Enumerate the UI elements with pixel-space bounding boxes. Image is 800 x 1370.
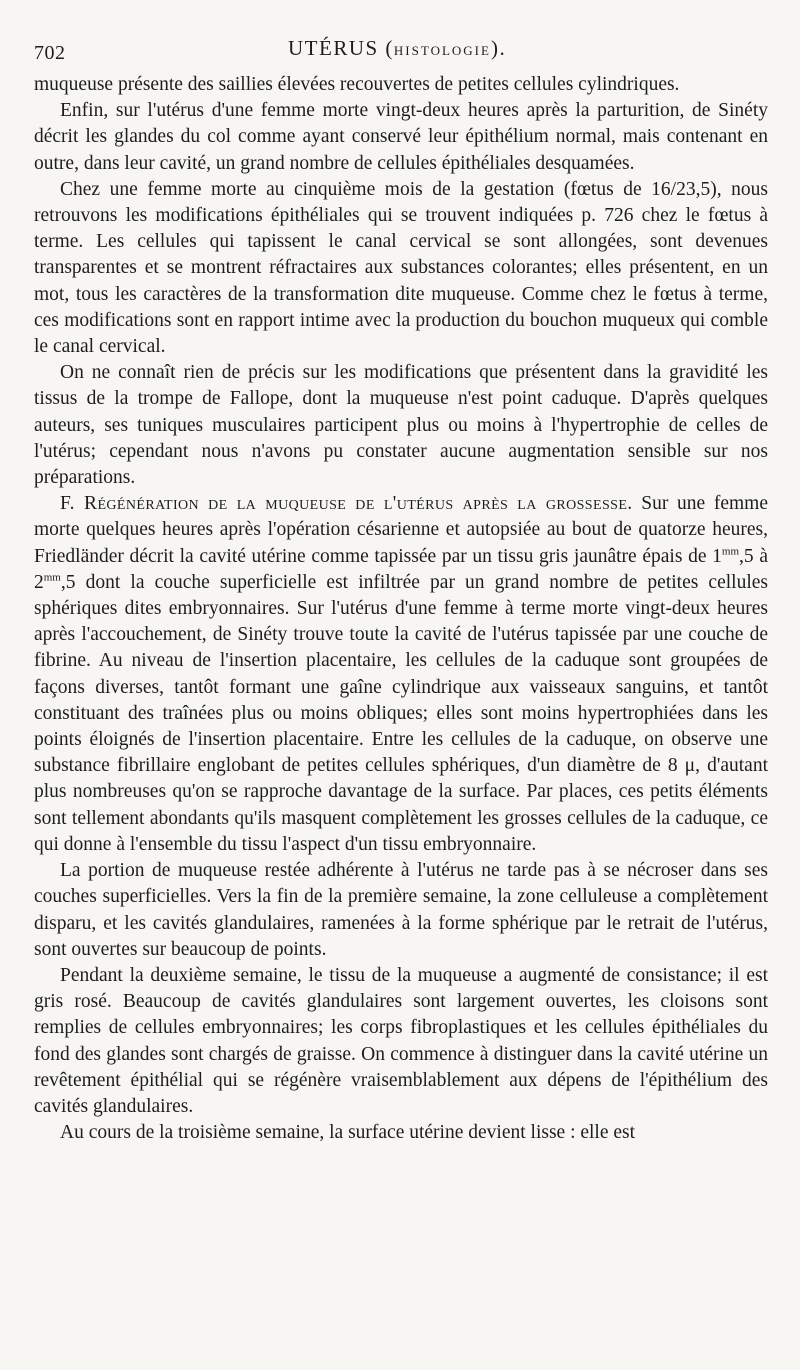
section-f-text-2: ,5 à 2 (34, 545, 768, 593)
paragraph-cinquieme-mois: Chez une femme morte au cinquième mois de la gestation (fœtus de 16/23,5), nous retrouvons les modifications épithéliales qui se trouvent indiquées p. 726 chez le fœtus à terme. Les cellules qui tapissent le canal cervical se sont allongées, sont devenues transparentes et se montrent réfractaires aux substances colorantes; elles présentent, en un mot, tous les caractères de la transformation dite muqueuse. Comme chez le fœtus à terme, ces modifications sont en rapport intime avec la production du bouchon muqueux qui comble le canal cervical. (34, 178, 768, 358)
paragraph-section-f (34, 491, 768, 858)
section-f-text-3: ,5 dont la couche superficielle est infiltrée par un grand nombre de petites cellules sphériques dites embryonnaires. Sur l'utérus d'une femme à terme morte vingt-deux heures après l'accouchement, de Sinéty trouve toute la cavité de l'utérus tapissée par une couche de fibrine. Au niveau de l'insertion placentaire, les cellules de la caduque sont groupées de façons diverses, tantôt formant une gaîne cylindrique aux vaisseaux sanguins, et tantôt constituant des traînées plus ou moins obliques; elles sont moins hypertrophiées dans les points éloignés de l'insertion placentaire. Entre les cellules de la caduque, on observe une substance fibrillaire englobant de petites cellules sphériques, d'un diamètre de 8 μ, d'autant plus nombreuses qu'on se rapproche davantage de la surface. Par places, ces petits éléments sont tellement abondants qu'ils masquent complètement les grosses cellules de la caduque, ce qui donne à l'ensemble du tissu l'aspect d'un tissu embryonnaire. (34, 571, 768, 855)
section-heading: F. Régénération de la muqueuse de l'utérus après la grossesse. (60, 493, 633, 515)
paragraph-deuxieme-semaine: Pendant la deuxième semaine, le tissu de la muqueuse a augmenté de consistance; il est gris rosé. Beaucoup de cavités glandulaires sont largement ouvertes, les cloisons sont remplies de cellules embryonnaires; les corps fibroplastiques et les cellules épithéliales du fond des glandes sont chargés de graisse. On commence à distinguer dans la cavité utérine un revêtement épithélial qui se régénère vraisemblablement aux dépens de l'épithélium des cavités glandulaires. (34, 964, 768, 1117)
unit-superscript-1: mm (721, 545, 740, 558)
page-number: 702 (34, 42, 66, 64)
paragraph-necrose: La portion de muqueuse restée adhérente à l'utérus ne tarde pas à se nécroser dans ses couches superficielles. Vers la fin de la première semaine, la zone celluleuse a complètement disparu, et les cavités glandulaires, ramenées à la forme sphérique par le retrait de l'utérus, sont ouvertes sur beaucoup de points. (34, 860, 768, 960)
paragraph-continuation: muqueuse présente des saillies élevées recouvertes de petites cellules cylindriques. (34, 74, 680, 95)
page-header (34, 28, 768, 72)
section-f-text-1: Sur une femme morte quelques heures après l'opération césarienne et autopsiée au bout de quatorze heures, Friedländer décrit la cavité utérine comme tapissée par un tissu gris jaunâtre épais de 1 (34, 493, 768, 567)
paragraph-troisieme-semaine: Au cours de la troisième semaine, la surface utérine devient lisse : elle est (60, 1122, 636, 1144)
unit-superscript-2: mm (43, 571, 61, 584)
running-title-subtitle: HISTOLOGIE (393, 43, 491, 58)
paragraph-trompe-fallope: On ne connaît rien de précis sur les modifications que présentent dans la gravidité les tissus de la trompe de Fallope, dont la muqueuse n'est point caduque. D'après quelques auteurs, ses tuniques musculaires participent plus ou moins à l'hypertrophie de celles de l'utérus; cependant nous n'avons pu constater aucune augmentation sensible sur nos préparations. (34, 362, 768, 489)
paragraph-sinety-col: Enfin, sur l'utérus d'une femme morte vingt-deux heures après la parturition, de Sinéty décrit les glandes du col comme ayant conservé leur épithélium normal, mais contenant en outre, dans leur cavité, un grand nombre de cellules épithéliales desquamées. (34, 100, 768, 174)
running-title-end: ). (490, 36, 507, 60)
running-title-main: UTÉRUS ( (288, 36, 394, 60)
running-title (288, 36, 506, 61)
body-text (34, 72, 768, 1146)
